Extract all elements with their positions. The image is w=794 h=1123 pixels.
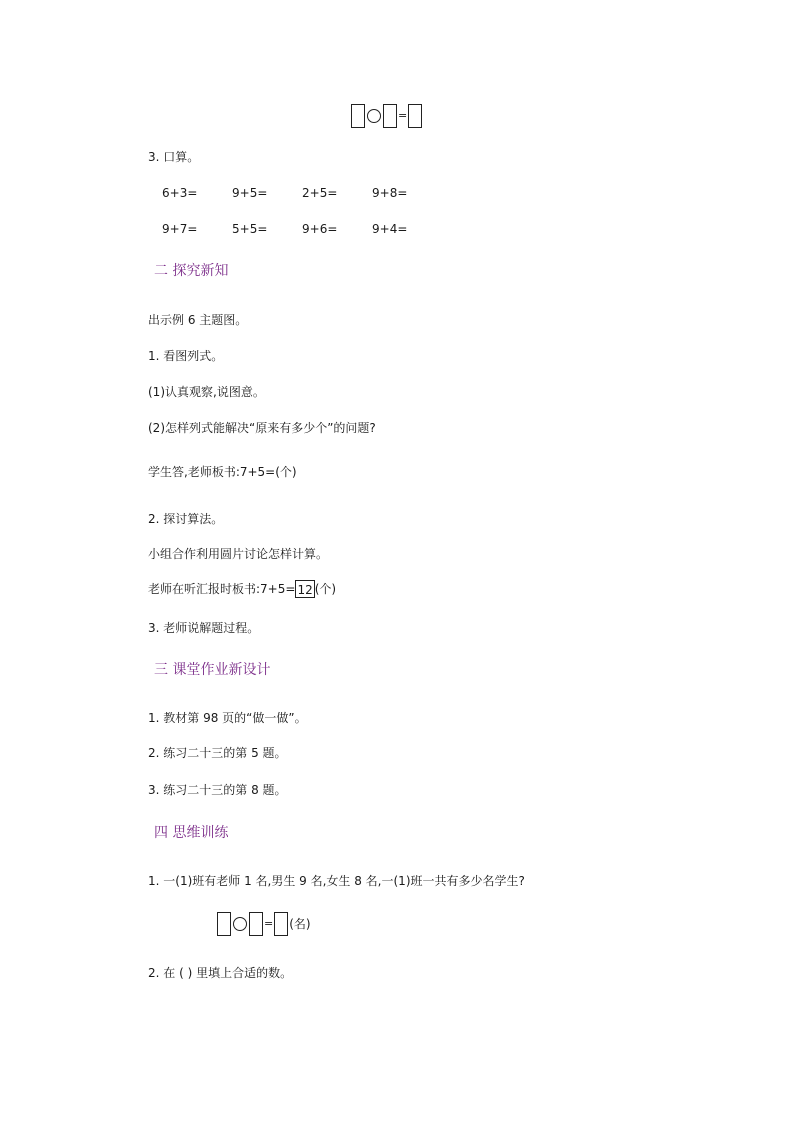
unit-label: (个) — [314, 582, 337, 596]
equals-sign: = — [398, 109, 408, 122]
answer-box[interactable] — [249, 912, 263, 936]
answer-box[interactable] — [351, 104, 365, 128]
oral-item: 9+5= — [232, 186, 268, 200]
answer-box[interactable] — [217, 912, 231, 936]
top-formula — [351, 104, 422, 128]
paragraph: 1. 教材第 98 页的“做一做”。 — [148, 711, 307, 725]
paragraph: 1. 一(1)班有老师 1 名,男生 9 名,女生 8 名,一(1)班一共有多少名学生? — [148, 874, 525, 888]
section-3-title: 3. 口算。 — [148, 150, 200, 164]
paragraph: 1. 看图列式。 — [148, 349, 224, 363]
unit-label: (名) — [289, 917, 311, 931]
board-prefix: 老师在听汇报时板书:7+5= — [148, 582, 296, 596]
oral-item: 9+6= — [302, 222, 338, 236]
paragraph: (2)怎样列式能解决“原来有多少个”的问题? — [148, 421, 376, 435]
paragraph: (1)认真观察,说图意。 — [148, 385, 265, 399]
oral-item: 2+5= — [302, 186, 338, 200]
answer-box[interactable] — [408, 104, 422, 128]
paragraph: 2. 探讨算法。 — [148, 512, 224, 526]
section-heading: 四 思维训练 — [154, 825, 229, 841]
paragraph: 学生答,老师板书:7+5=(个) — [148, 465, 297, 479]
section-heading: 三 课堂作业新设计 — [154, 662, 271, 678]
paragraph: 2. 练习二十三的第 5 题。 — [148, 746, 287, 760]
oral-item: 5+5= — [232, 222, 268, 236]
answer-box[interactable] — [383, 104, 397, 128]
oral-item: 9+7= — [162, 222, 198, 236]
oral-item: 6+3= — [162, 186, 198, 200]
paragraph: 2. 在 ( ) 里填上合适的数。 — [148, 966, 293, 980]
paragraph: 小组合作利用圆片讨论怎样计算。 — [148, 547, 329, 561]
operator-circle[interactable] — [367, 109, 381, 123]
section-heading: 二 探究新知 — [154, 263, 229, 279]
training-formula — [217, 912, 311, 936]
oral-item: 9+8= — [372, 186, 408, 200]
board-writing — [148, 580, 336, 598]
answer-box[interactable]: 12 — [295, 580, 314, 598]
operator-circle[interactable] — [233, 917, 247, 931]
paragraph: 3. 老师说解题过程。 — [148, 621, 260, 635]
equals-sign: = — [264, 917, 274, 930]
paragraph: 3. 练习二十三的第 8 题。 — [148, 783, 287, 797]
answer-box[interactable] — [274, 912, 288, 936]
paragraph: 出示例 6 主题图。 — [148, 313, 248, 327]
oral-item: 9+4= — [372, 222, 408, 236]
